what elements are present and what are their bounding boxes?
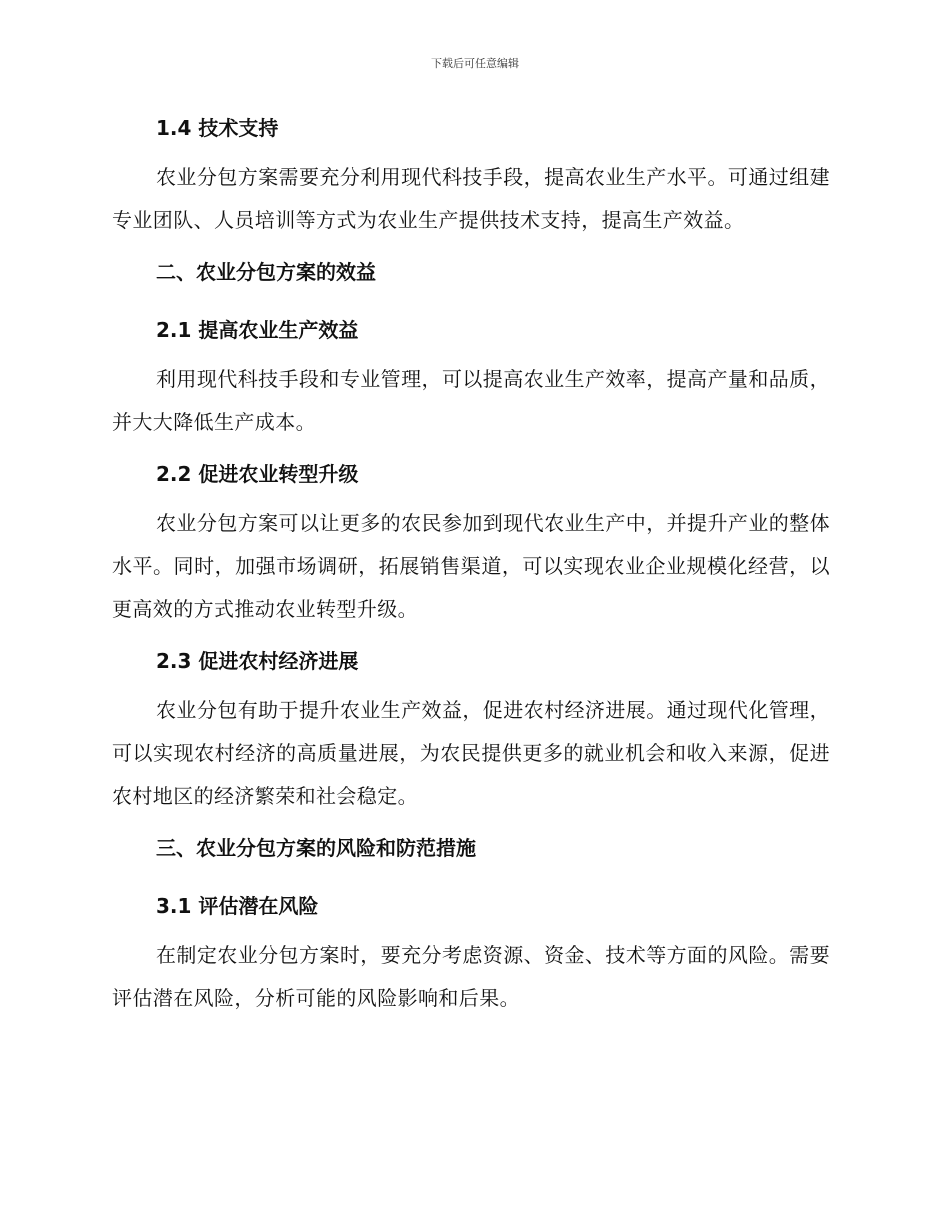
paragraph-2-2: 农业分包方案可以让更多的农民参加到现代农业生产中，并提升产业的整体水平。同时，加强市场调研，拓展销售渠道，可以实现农业企业规模化经营，以更高效的方式推动农业转型升级。 bbox=[112, 511, 830, 621]
chapter-heading-3: 三、农业分包方案的风险和防范措施 bbox=[156, 836, 476, 860]
chapter-heading-2: 二、农业分包方案的效益 bbox=[156, 260, 376, 284]
paragraph-1-4: 农业分包方案需要充分利用现代科技手段，提高农业生产水平。可通过组建专业团队、人员培训等方式为农业生产提供技术支持，提高生产效益。 bbox=[112, 165, 830, 232]
section-heading-2-3: 2.3 促进农村经济进展 bbox=[156, 649, 359, 673]
paragraph-3-1: 在制定农业分包方案时，要充分考虑资源、资金、技术等方面的风险。需要评估潜在风险，分析可能的风险影响和后果。 bbox=[112, 943, 830, 1010]
section-heading-2-1: 2.1 提高农业生产效益 bbox=[156, 318, 359, 342]
section-heading-1-4: 1.4 技术支持 bbox=[156, 116, 279, 140]
paragraph-2-3: 农业分包有助于提升农业生产效益，促进农村经济进展。通过现代化管理，可以实现农村经济的高质量进展，为农民提供更多的就业机会和收入来源，促进农村地区的经济繁荣和社会稳定。 bbox=[112, 698, 830, 808]
section-heading-2-2: 2.2 促进农业转型升级 bbox=[156, 462, 359, 486]
section-heading-3-1: 3.1 评估潜在风险 bbox=[156, 894, 319, 918]
header-note: 下载后可任意编辑 bbox=[431, 57, 519, 70]
paragraph-2-1: 利用现代科技手段和专业管理，可以提高农业生产效率，提高产量和品质，并大大降低生产成本。 bbox=[112, 367, 830, 434]
document-body bbox=[112, 112, 830, 1020]
